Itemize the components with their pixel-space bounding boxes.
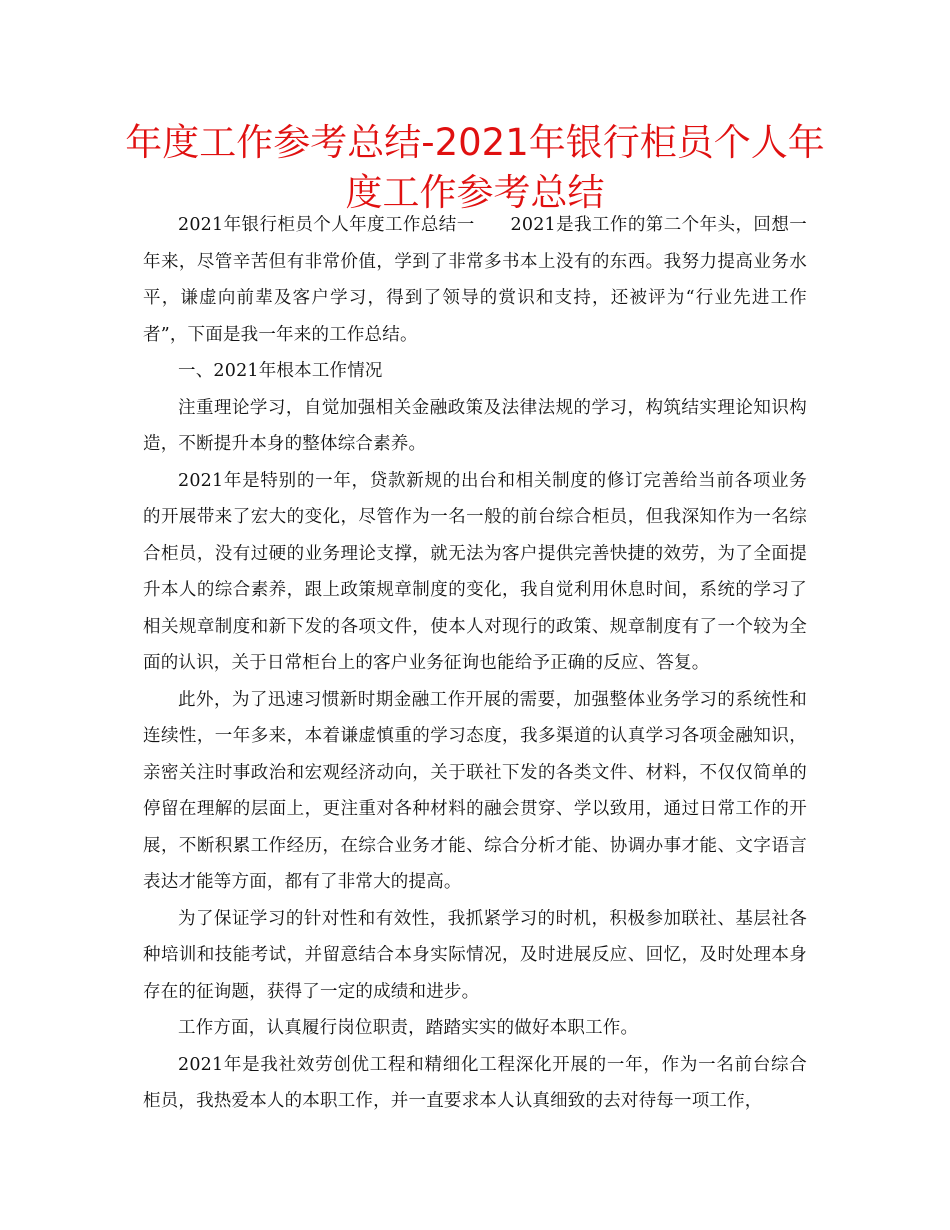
paragraph: 2021年是特别的一年，贷款新规的出台和相关制度的修订完善给当前各项业务的开展带来了宏大的变化，尽管作为一名一般的前台综合柜员，但我深知作为一名综合柜员，没有过硬的业务理论支撑，就无法为客户提供完善快捷的效劳，为了全面提升本人的综合素养，跟上政策规章制度的变化，我自觉利用休息时间，系统的学习了相关规章制度和新下发的各项文件，使本人对现行的政策、规章制度有了一个较为全面的认识，关于日常柜台上的客户业务征询也能给予正确的反应、答复。 [143,470,807,673]
paragraph: 注重理论学习，自觉加强相关金融政策及法律法规的学习，构筑结实理论知识构造，不断提升本身的整体综合素养。 [143,397,807,454]
paragraph: 工作方面，认真履行岗位职责，踏踏实实的做好本职工作。 [178,1018,639,1038]
paragraph: 为了保证学习的针对性和有效性，我抓紧学习的时机，积极参加联社、基层社各种培训和技能考试，并留意结合本身实际情况，及时进展反应、回忆，及时处理本身存在的征询题，获得了一定的成绩和进步。 [143,908,807,1002]
paragraph: 2021年银行柜员个人年度工作总结一 2021是我工作的第二个年头，回想一年来，尽管辛苦但有非常价值，学到了非常多书本上没有的东西。我努力提高业务水平，谦虚向前辈及客户学习，得到了领导的赏识和支持，还被评为“行业先进工作者”，下面是我一年来的工作总结。 [143,215,807,345]
document-title: 年度工作参考总结-2021年银行柜员个人年度工作参考总结 [125,121,825,214]
paragraph: 2021年是我社效劳创优工程和精细化工程深化开展的一年，作为一名前台综合柜员，我热爱本人的本职工作，并一直要求本人认真细致的去对待每一项工作， [143,1054,807,1111]
paragraph: 此外，为了迅速习惯新时期金融工作开展的需要，加强整体业务学习的系统性和连续性，一年多来，本着谦虚慎重的学习态度，我多渠道的认真学习各项金融知识，亲密关注时事政治和宏观经济动向，关于联社下发的各类文件、材料，不仅仅简单的停留在理解的层面上，更注重对各种材料的融会贯穿、学以致用，通过日常工作的开展，不断积累工作经历，在综合业务才能、综合分析才能、协调办事才能、文字语言表达才能等方面，都有了非常大的提高。 [143,689,807,892]
document-body [143,207,807,1120]
section-heading: 一、2021年根本工作情况 [178,361,383,381]
